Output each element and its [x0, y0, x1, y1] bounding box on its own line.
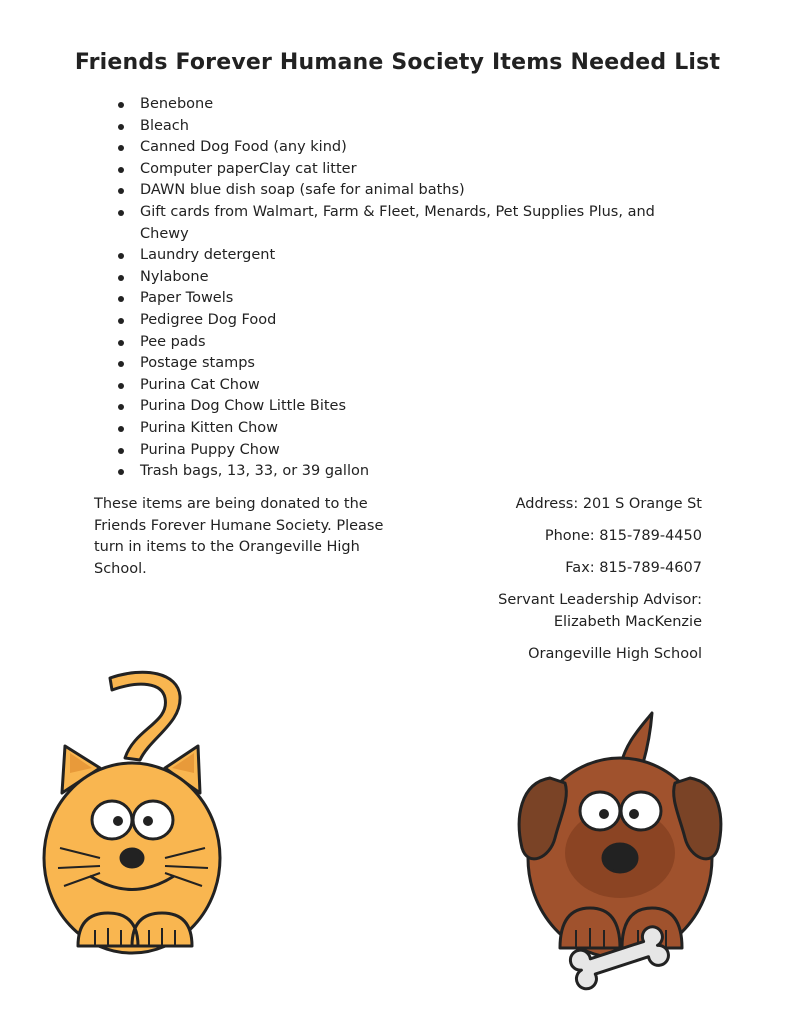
cat-tail	[110, 672, 180, 760]
list-item: Purina Puppy Chow	[140, 440, 700, 462]
page-title: Friends Forever Humane Society Items Needed List	[74, 50, 721, 75]
list-item: Laundry detergent	[140, 245, 700, 267]
list-item: Purina Cat Chow	[140, 375, 700, 397]
address: Address: 201 S Orange St	[515, 496, 702, 512]
list-item: Purina Dog Chow Little Bites	[140, 396, 700, 418]
list-item: Benebone	[140, 94, 700, 116]
list-item: DAWN blue dish soap (safe for animal baths)	[140, 180, 700, 202]
advisor-name: Elizabeth MacKenzie	[553, 613, 702, 630]
list-item: Computer paperClay cat litter	[140, 159, 700, 181]
dog-nose	[603, 844, 637, 872]
list-item: Purina Kitten Chow	[140, 418, 700, 440]
advisor-label: Servant Leadership Advisor:	[498, 592, 702, 609]
list-item: Pee pads	[140, 332, 700, 354]
fax: Fax: 815-789-4607	[565, 560, 702, 577]
phone: Phone: 815-789-4450	[544, 528, 702, 545]
dog-illustration	[510, 708, 730, 998]
list-item: Pedigree Dog Food	[140, 310, 700, 332]
contact-info	[498, 494, 702, 676]
cat-nose	[121, 849, 143, 867]
cat-eye	[92, 801, 132, 839]
donation-note: These items are being donated to the Friends Forever Humane Society. Please turn in items to the Orangeville High School.	[94, 496, 384, 577]
list-item: Bleach	[140, 116, 700, 138]
list-item: Canned Dog Food (any kind)	[140, 137, 700, 159]
advisor	[498, 590, 702, 633]
cat-eye	[133, 801, 173, 839]
list-item: Trash bags, 13, 33, or 39 gallon	[140, 461, 700, 483]
list-item: Gift cards from Walmart, Farm & Fleet, Menards, Pet Supplies Plus, and Chewy	[140, 202, 700, 245]
list-item: Paper Towels	[140, 288, 700, 310]
school: Orangeville High School	[528, 645, 702, 662]
dog-eye	[621, 792, 661, 830]
items-list	[140, 94, 700, 483]
cat-illustration	[40, 668, 230, 958]
list-item: Postage stamps	[140, 353, 700, 375]
list-item: Nylabone	[140, 267, 700, 289]
